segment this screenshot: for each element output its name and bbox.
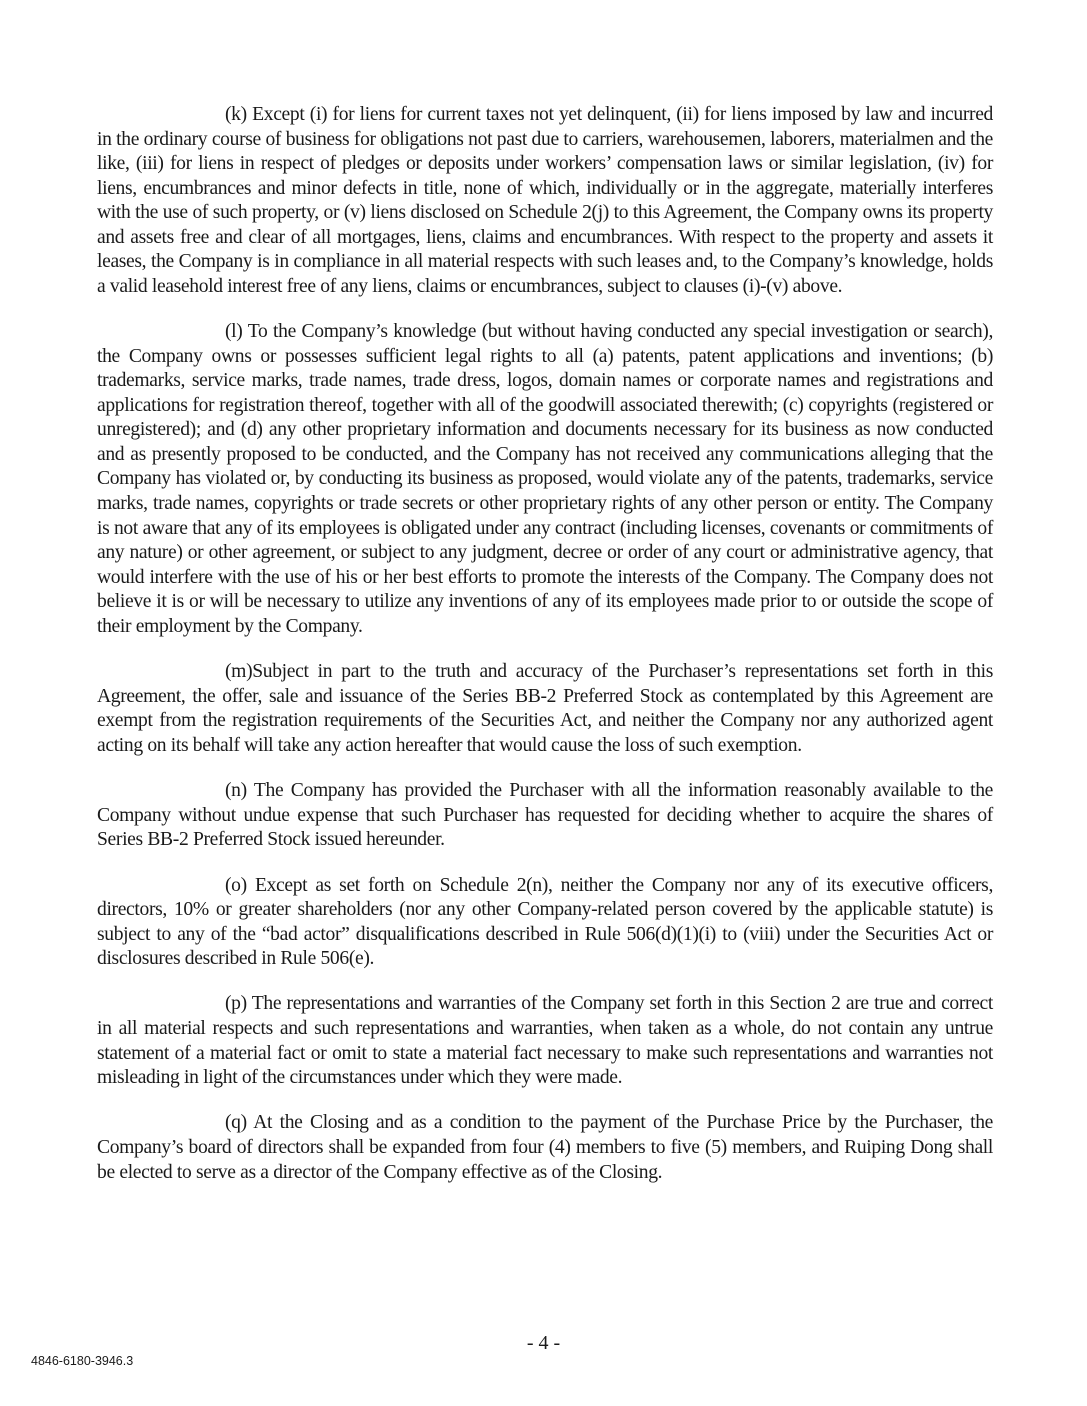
paragraph-k: (k) Except (i) for liens for current taxes not yet delinquent, (ii) for liens imposed by law and incurred in the ordinary course of business for obligations not past due to carriers, warehousemen, laborers, materialmen and the like, (iii) for liens in respect of pledges or deposits under workers’ compensation laws or similar legislation, (iv) for liens, encumbrances and minor defects in title, none of which, individually or in the aggregate, materially interferes with the use of such property, or (v) liens disclosed on Schedule 2(j) to this Agreement, the Company owns its property and assets free and clear of all mortgages, liens, claims and encumbrances. With respect to the property and assets it leases, the Company is in compliance in all material respects with such leases and, to the Company’s knowledge, holds a valid leasehold interest free of any liens, claims or encumbrances, subject to clauses (i)-(v) above. bbox=[97, 104, 993, 297]
page-number: - 4 - bbox=[526, 1332, 561, 1354]
paragraph-l: (l) To the Company’s knowledge (but without having conducted any special investigation or search), the Company owns or possesses sufficient legal rights to all (a) patents, patent applications and inventions; (b) trademarks, service marks, trade names, trade dress, logos, domain names or corporate names and registrations and applications for registration thereof, together with all of the goodwill associated therewith; (c) copyrights (registered or unregistered); and (d) any other proprietary information and documents necessary for its business as now conducted and as presently proposed to be conducted, and the Company has not received any communications alleging that the Company has violated or, by conducting its business as proposed, would violate any of the patents, trademarks, service marks, trade names, copyrights or trade secrets or other proprietary rights of any other person or entity. The Company is not aware that any of its employees is obligated under any contract (including licenses, covenants or commitments of any nature) or other agreement, or subject to any judgment, decree or order of any court or administrative agency, that would interfere with the use of his or her best efforts to promote the interests of the Company. The Company does not believe it is or will be necessary to utilize any inventions of any of its employees made prior to or outside the scope of their employment by the Company. bbox=[97, 321, 993, 637]
paragraph-p: (p) The representations and warranties of the Company set forth in this Section 2 are true and correct in all material respects and such representations and warranties, when taken as a whole, do not contain any untrue statement of a material fact or omit to state a material fact necessary to make such representations and warranties not misleading in light of the circumstances under which they were made. bbox=[97, 993, 993, 1089]
paragraph-q: (q) At the Closing and as a condition to the payment of the Purchase Price by the Purchaser, the Company’s board of directors shall be expanded from four (4) members to five (5) members, and Ruiping Dong shall be elected to serve as a director of the Company effective as of the Closing. bbox=[97, 1112, 993, 1183]
document-id: 4846-6180-3946.3 bbox=[31, 1354, 134, 1368]
document-body bbox=[97, 103, 993, 1185]
paragraph-m: (m)Subject in part to the truth and accuracy of the Purchaser’s representations set forth in this Agreement, the offer, sale and issuance of the Series BB-2 Preferred Stock as contemplated by this Agreement are exempt from the registration requirements of the Securities Act, and neither the Company nor any authorized agent acting on its behalf will take any action hereafter that would cause the loss of such exemption. bbox=[97, 661, 993, 756]
paragraph-n: (n) The Company has provided the Purchaser with all the information reasonably available to the Company without undue expense that such Purchaser has requested for deciding whether to acquire the shares of Series BB-2 Preferred Stock issued hereunder. bbox=[97, 780, 993, 851]
paragraph-o: (o) Except as set forth on Schedule 2(n), neither the Company nor any of its executive officers, directors, 10% or greater shareholders (nor any other Company-related person covered by the applicable statute) is subject to any of the “bad actor” disqualifications described in Rule 506(d)(1)(i) to (viii) under the Securities Act or disclosures described in Rule 506(e). bbox=[97, 874, 993, 970]
